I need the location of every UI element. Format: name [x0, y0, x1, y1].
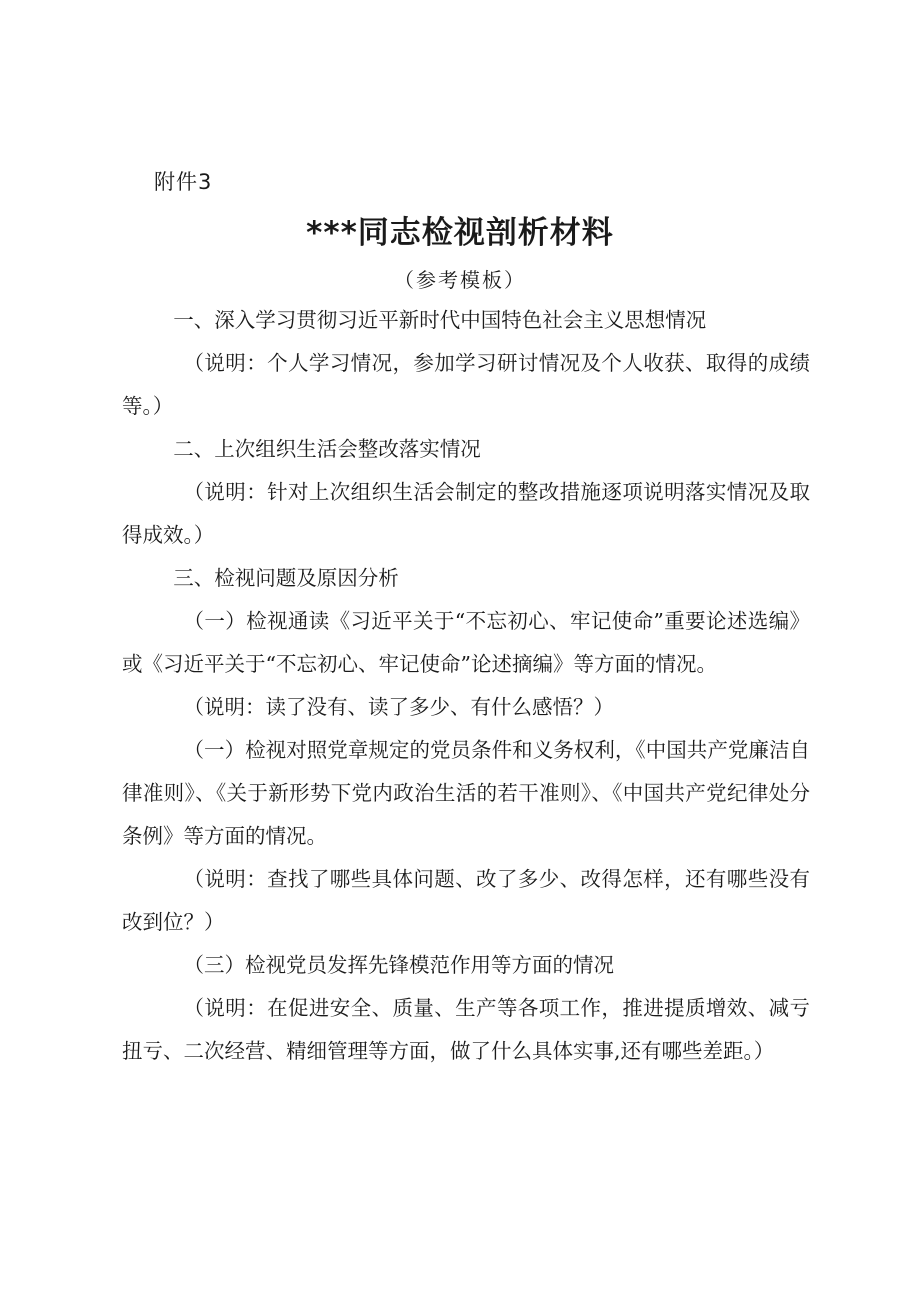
subsection-2: （一）检视对照党章规定的党员条件和义务权利，《中国共产党廉洁自律准则》、《关于新形势下党内政治生活的若干准则》、《中国共产党纪律处分条例》等方面的情况。	[122, 738, 810, 848]
section-note-2: （说明：针对上次组织生活会制定的整改措施逐项说明落实情况及取得成效。）	[122, 480, 810, 547]
attachment-label: 附件3	[154, 170, 213, 194]
document-body	[122, 299, 810, 1073]
document-subtitle: （参考模板）	[394, 268, 526, 292]
subsection-2-note: （说明：查找了哪些具体问题、改了多少、改得怎样，还有哪些没有改到位？）	[122, 867, 810, 934]
subsection-1-note: （说明：读了没有、读了多少、有什么感悟？）	[183, 695, 614, 719]
subsection-3-note: （说明：在促进安全、质量、生产等各项工作，推进提质增效、减亏扭亏、二次经营、精细管理等方面，做了什么具体实事,还有哪些差距。）	[122, 996, 810, 1063]
section-heading-2: 二、上次组织生活会整改落实情况	[173, 437, 481, 461]
subsection-3: （三）检视党员发挥先锋模范作用等方面的情况	[183, 953, 614, 977]
document-title: ***同志检视剖析材料	[306, 215, 614, 251]
section-heading-3: 三、检视问题及原因分析	[173, 566, 399, 590]
subsection-1: （一）检视通读《习近平关于“不忘初心、牢记使命”重要论述选编》或《习近平关于“不忘初心、牢记使命”论述摘编》等方面的情况。	[122, 609, 810, 676]
section-heading-1: 一、深入学习贯彻习近平新时代中国特色社会主义思想情况	[173, 308, 707, 332]
section-note-1: （说明：个人学习情况，参加学习研讨情况及个人收获、取得的成绩等。）	[122, 351, 810, 418]
